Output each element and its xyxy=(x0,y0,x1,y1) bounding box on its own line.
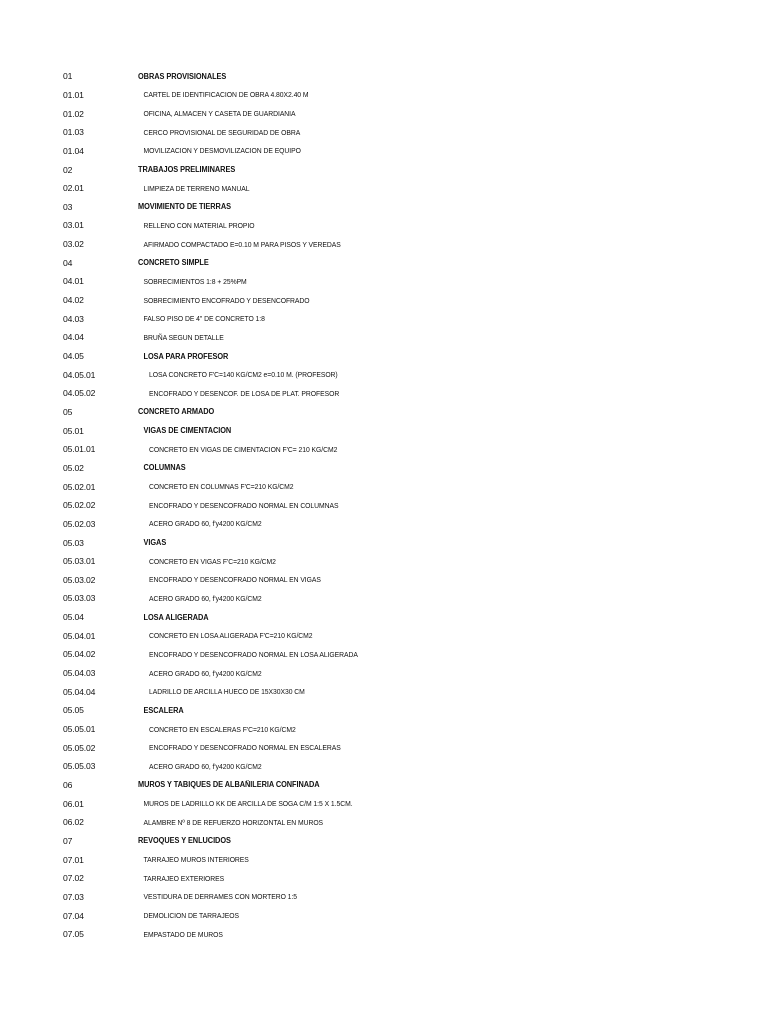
item-description: VESTIDURA DE DERRAMES CON MORTERO 1:5 xyxy=(143,892,297,902)
item-description: TARRAJEO MUROS INTERIORES xyxy=(143,855,249,865)
item-code: 05.03.03 xyxy=(63,593,96,604)
item-code: 05.02.01 xyxy=(63,481,96,492)
item-description: ENCOFRADO Y DESENCOFRADO NORMAL EN VIGAS xyxy=(149,575,321,585)
item-row xyxy=(63,627,723,646)
item-row xyxy=(63,925,723,944)
item-code: 05.04.04 xyxy=(63,686,96,697)
item-description: ENCOFRADO Y DESENCOF. DE LOSA DE PLAT. PROFESOR xyxy=(149,388,340,398)
item-code: 04.04 xyxy=(63,332,84,343)
item-description: EMPASTADO DE MUROS xyxy=(143,929,223,939)
item-code: 07.04 xyxy=(63,910,84,921)
item-row xyxy=(63,738,723,757)
item-code: 05.04.03 xyxy=(63,668,96,679)
item-code: 03.01 xyxy=(63,220,84,231)
item-heading: LOSA PARA PROFESOR xyxy=(143,351,229,361)
item-code: 06 xyxy=(63,779,73,790)
item-code: 04.02 xyxy=(63,295,84,306)
item-heading: MOVIMIENTO DE TIERRAS xyxy=(138,202,231,212)
item-code: 05.03.01 xyxy=(63,556,96,567)
item-description: SOBRECIMIENTOS 1:8 + 25%PM xyxy=(143,276,247,286)
item-code: 05.01.01 xyxy=(63,444,96,455)
item-description: SOBRECIMIENTO ENCOFRADO Y DESENCOFRADO xyxy=(143,295,310,305)
item-description: CONCRETO EN VIGAS F'C=210 KG/CM2 xyxy=(149,556,276,566)
item-code: 04.05 xyxy=(63,351,84,362)
item-description: ENCOFRADO Y DESENCOFRADO NORMAL EN COLUMNAS xyxy=(149,500,339,510)
item-row xyxy=(63,515,723,534)
item-code: 05.05.01 xyxy=(63,724,96,735)
item-code: 04 xyxy=(63,257,73,268)
item-code: 06.02 xyxy=(63,817,84,828)
item-code: 05.02.02 xyxy=(63,500,96,511)
item-code: 06.01 xyxy=(63,798,84,809)
item-description: ENCOFRADO Y DESENCOFRADO NORMAL EN LOSA ALIGERADA xyxy=(149,649,358,659)
item-description: CONCRETO EN VIGAS DE CIMENTACION F'C= 210 KG/CM2 xyxy=(149,444,338,454)
item-heading: LOSA ALIGERADA xyxy=(143,612,209,622)
item-description: ACERO GRADO 60, f'y4200 KG/CM2 xyxy=(149,593,262,603)
item-row xyxy=(63,794,723,813)
item-code: 07.03 xyxy=(63,891,84,902)
item-row xyxy=(63,384,723,403)
item-code: 03.02 xyxy=(63,239,84,250)
item-row xyxy=(63,664,723,683)
item-code: 01.04 xyxy=(63,145,84,156)
item-description: MUROS DE LADRILLO KK DE ARCILLA DE SOGA C/M 1:5 X 1.5CM. xyxy=(143,799,353,809)
item-code: 07.02 xyxy=(63,873,84,884)
item-heading: VIGAS DE CIMENTACION xyxy=(143,426,232,436)
item-code: 02.01 xyxy=(63,183,84,194)
item-description: FALSO PISO DE 4" DE CONCRETO 1:8 xyxy=(143,314,265,324)
item-description: ALAMBRE Nº 8 DE REFUERZO HORIZONTAL EN MUROS xyxy=(143,817,324,827)
item-row xyxy=(63,552,723,571)
item-description: CONCRETO EN ESCALERAS F'C=210 KG/CM2 xyxy=(149,724,296,734)
item-row xyxy=(63,888,723,907)
item-code: 01.03 xyxy=(63,127,84,138)
item-code: 05.03.02 xyxy=(63,574,96,585)
item-code: 04.03 xyxy=(63,313,84,324)
item-code: 05.02 xyxy=(63,462,84,473)
item-row xyxy=(63,309,723,328)
item-row xyxy=(63,235,723,254)
item-code: 03 xyxy=(63,201,73,212)
item-row xyxy=(63,533,723,552)
item-code: 07.05 xyxy=(63,929,84,940)
item-row xyxy=(63,179,723,198)
item-code: 05.03 xyxy=(63,537,84,548)
item-row xyxy=(63,291,723,310)
item-code: 05.04.01 xyxy=(63,630,96,641)
item-description: RELLENO CON MATERIAL PROPIO xyxy=(143,220,255,230)
item-row xyxy=(63,608,723,627)
item-code: 01.02 xyxy=(63,108,84,119)
item-code: 04.01 xyxy=(63,276,84,287)
item-code: 02 xyxy=(63,164,73,175)
item-description: CONCRETO EN LOSA ALIGERADA F'C=210 KG/CM2 xyxy=(149,631,313,641)
item-description: ACERO GRADO 60, f'y4200 KG/CM2 xyxy=(149,519,262,529)
item-code: 04.05.01 xyxy=(63,369,96,380)
item-heading: TRABAJOS PRELIMINARES xyxy=(138,165,236,175)
item-row xyxy=(63,701,723,720)
item-row xyxy=(63,216,723,235)
item-row xyxy=(63,198,723,217)
item-row xyxy=(63,328,723,347)
item-description: OFICINA, ALMACEN Y CASETA DE GUARDIANIA xyxy=(143,109,296,119)
item-row xyxy=(63,254,723,273)
item-heading: REVOQUES Y ENLUCIDOS xyxy=(138,836,231,846)
item-code: 05.05 xyxy=(63,705,84,716)
item-description: ACERO GRADO 60, f'y4200 KG/CM2 xyxy=(149,761,262,771)
item-row xyxy=(63,421,723,440)
item-code: 05.01 xyxy=(63,425,84,436)
item-description: AFIRMADO COMPACTADO E=0.10 M PARA PISOS Y VEREDAS xyxy=(143,239,341,249)
item-row xyxy=(63,813,723,832)
item-description: ENCOFRADO Y DESENCOFRADO NORMAL EN ESCALERAS xyxy=(149,743,341,753)
item-description: CONCRETO EN COLUMNAS F'C=210 KG/CM2 xyxy=(149,482,294,492)
item-description: LOSA CONCRETO F'C=140 KG/CM2 e=0.10 M. (PROFESOR) xyxy=(149,370,338,380)
item-description: BRUÑA SEGUN DETALLE xyxy=(143,332,224,342)
item-code: 04.05.02 xyxy=(63,388,96,399)
item-heading: VIGAS xyxy=(143,538,167,548)
item-row xyxy=(63,142,723,161)
item-description: CARTEL DE IDENTIFICACION DE OBRA 4.80X2.40 M xyxy=(143,90,309,100)
item-description: ACERO GRADO 60, f'y4200 KG/CM2 xyxy=(149,668,262,678)
item-heading: ESCALERA xyxy=(143,705,184,715)
item-row xyxy=(63,459,723,478)
item-code: 01.01 xyxy=(63,89,84,100)
item-row xyxy=(63,496,723,515)
item-row xyxy=(63,850,723,869)
item-row xyxy=(63,906,723,925)
item-row xyxy=(63,869,723,888)
item-row xyxy=(63,104,723,123)
item-heading: MUROS Y TABIQUES DE ALBAÑILERIA CONFINADA xyxy=(138,780,320,790)
item-code: 05.05.03 xyxy=(63,761,96,772)
item-code: 05.05.02 xyxy=(63,742,96,753)
item-row xyxy=(63,757,723,776)
item-code: 05.02.03 xyxy=(63,518,96,529)
item-row xyxy=(63,86,723,105)
item-row xyxy=(63,645,723,664)
item-code: 01 xyxy=(63,71,73,82)
item-description: MOVILIZACION Y DESMOVILIZACION DE EQUIPO xyxy=(143,146,301,156)
item-code: 07.01 xyxy=(63,854,84,865)
item-row xyxy=(63,160,723,179)
item-row xyxy=(63,589,723,608)
item-row xyxy=(63,123,723,142)
item-code: 05 xyxy=(63,406,73,417)
item-row xyxy=(63,832,723,851)
item-heading: CONCRETO ARMADO xyxy=(138,407,215,417)
item-row xyxy=(63,776,723,795)
item-row xyxy=(63,720,723,739)
item-row xyxy=(63,403,723,422)
item-row xyxy=(63,682,723,701)
item-row xyxy=(63,365,723,384)
item-heading: OBRAS PROVISIONALES xyxy=(138,71,227,81)
item-heading: CONCRETO SIMPLE xyxy=(138,258,209,268)
item-row xyxy=(63,440,723,459)
item-row xyxy=(63,67,723,86)
item-description: TARRAJEO EXTERIORES xyxy=(143,873,225,883)
item-description: LADRILLO DE ARCILLA HUECO DE 15X30X30 CM xyxy=(149,687,305,697)
item-code: 07 xyxy=(63,835,73,846)
item-description: DEMOLICION DE TARRAJEOS xyxy=(143,911,239,921)
item-description: CERCO PROVISIONAL DE SEGURIDAD DE OBRA xyxy=(143,127,301,137)
item-code: 05.04.02 xyxy=(63,649,96,660)
item-description: LIMPIEZA DE TERRENO MANUAL xyxy=(143,183,250,193)
item-row xyxy=(63,347,723,366)
item-row xyxy=(63,477,723,496)
item-heading: COLUMNAS xyxy=(143,463,186,473)
item-row xyxy=(63,272,723,291)
item-row xyxy=(63,571,723,590)
item-code: 05.04 xyxy=(63,612,84,623)
